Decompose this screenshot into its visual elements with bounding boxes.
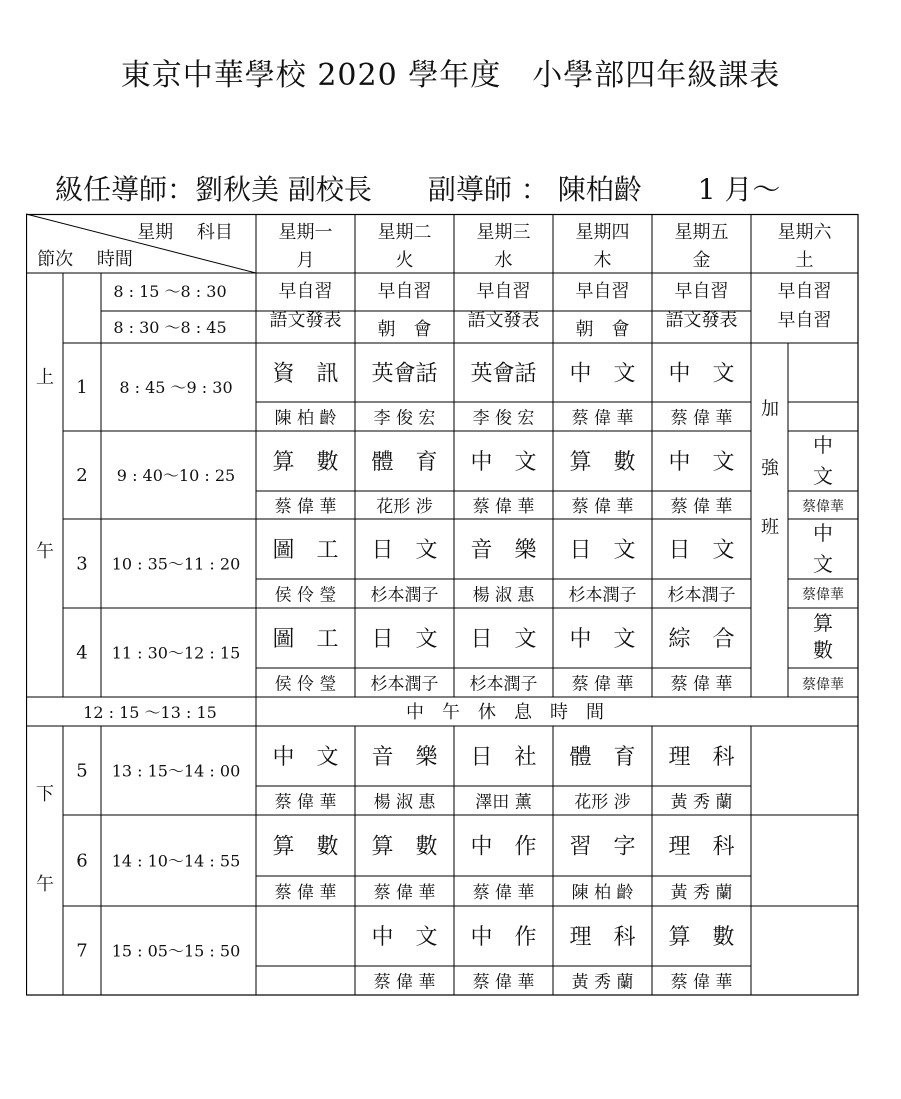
period-time-2: 9 : 40～10 : 25 bbox=[116, 466, 236, 485]
subject-p3-d5: 日 文 bbox=[668, 538, 735, 563]
subject-p1-d1: 資 訊 bbox=[272, 361, 339, 387]
sat-p4-teacher: 蔡偉華 bbox=[802, 677, 844, 693]
teacher-p5-d3: 澤田 薰 bbox=[475, 792, 532, 813]
subject-p2-d3: 中 文 bbox=[470, 450, 537, 475]
subject-p2-d4: 算 數 bbox=[569, 450, 636, 475]
early-time-1: 8 : 15 ～8 : 30 bbox=[113, 282, 227, 301]
subject-p6-d1: 算 數 bbox=[272, 834, 339, 860]
subject-p1-d3: 英會話 bbox=[470, 361, 537, 387]
teacher-p3-d4: 杉本潤子 bbox=[568, 585, 637, 606]
day-header-sub-2: 火 bbox=[395, 250, 414, 271]
teacher-p7-d4: 黃 秀 蘭 bbox=[571, 972, 634, 993]
day-header-sub-1: 月 bbox=[296, 250, 315, 271]
teacher-p2-d1: 蔡 偉 華 bbox=[274, 497, 337, 517]
period-num-7: 7 bbox=[76, 940, 88, 962]
early-cell-top-3: 早自習 bbox=[476, 281, 531, 302]
subject-p3-d3: 音 樂 bbox=[470, 538, 537, 563]
teacher-p1-d4: 蔡 偉 華 bbox=[571, 408, 634, 429]
teacher-p6-d3: 蔡 偉 華 bbox=[472, 883, 535, 903]
day-header-1: 星期一 bbox=[278, 222, 333, 243]
period-time-1: 8 : 45 ～9 : 30 bbox=[119, 378, 233, 397]
teacher-p5-d1: 蔡 偉 華 bbox=[274, 792, 337, 813]
teacher-p6-d2: 蔡 偉 華 bbox=[373, 883, 436, 903]
extra-class-1: 加 bbox=[761, 399, 779, 420]
subject-p5-d5: 理 科 bbox=[668, 745, 735, 770]
day-header-sub-6: 土 bbox=[795, 250, 814, 271]
session-pm-1: 下 bbox=[36, 784, 54, 805]
teacher-p5-d2: 楊 淑 惠 bbox=[373, 792, 436, 813]
subject-p7-d5: 算 數 bbox=[668, 925, 735, 950]
extra-class-3: 班 bbox=[761, 517, 779, 538]
period-num-2: 2 bbox=[76, 465, 88, 486]
subject-p5-d2: 音 樂 bbox=[371, 745, 438, 770]
subject-p4-d5: 綜 合 bbox=[668, 627, 735, 652]
teacher-p1-d2: 李 俊 宏 bbox=[373, 408, 436, 429]
period-time-7: 15 : 05～15 : 50 bbox=[111, 941, 241, 961]
subject-p2-d1: 算 數 bbox=[272, 450, 339, 475]
early-cell-top-1: 早自習 bbox=[278, 281, 333, 302]
early-cell-top-2: 早自習 bbox=[377, 281, 432, 302]
teacher-p2-d3: 蔡 偉 華 bbox=[472, 497, 535, 517]
period-time-3: 10 : 35～11 : 20 bbox=[111, 554, 241, 574]
teacher-p7-d2: 蔡 偉 華 bbox=[373, 972, 436, 993]
early-time-2: 8 : 30 ～8 : 45 bbox=[113, 318, 227, 337]
session-am-1: 上 bbox=[36, 367, 54, 388]
teacher-p1-d3: 李 俊 宏 bbox=[472, 408, 535, 429]
early-cell-bottom-4: 朝 會 bbox=[575, 319, 630, 340]
lunch-time: 12 : 15 ～13 : 15 bbox=[83, 703, 217, 722]
subject-p4-d2: 日 文 bbox=[371, 627, 438, 652]
sat-p4-subject-1: 算 bbox=[813, 611, 833, 635]
subject-p1-d2: 英會話 bbox=[371, 361, 438, 387]
sat-p3-subject-2: 文 bbox=[813, 552, 833, 576]
subject-p4-d4: 中 文 bbox=[569, 627, 636, 652]
teacher-p4-d2: 杉本潤子 bbox=[370, 674, 439, 695]
early-cell-top-4: 早自習 bbox=[575, 281, 630, 302]
teacher-p6-d5: 黃 秀 蘭 bbox=[670, 883, 733, 903]
early-cell-bottom-5: 語文發表 bbox=[665, 310, 738, 331]
sat-p3-subject-1: 中 bbox=[813, 521, 833, 545]
subject-p3-d4: 日 文 bbox=[569, 538, 636, 563]
period-num-1: 1 bbox=[76, 377, 88, 398]
day-header-5: 星期五 bbox=[674, 222, 729, 243]
subject-p5-d3: 日 社 bbox=[470, 745, 537, 770]
teacher-p4-d3: 杉本潤子 bbox=[469, 674, 538, 695]
period-time-5: 13 : 15～14 : 00 bbox=[111, 761, 241, 781]
period-num-6: 6 bbox=[76, 850, 88, 872]
subject-p7-d4: 理 科 bbox=[569, 925, 636, 950]
teacher-p3-d2: 杉本潤子 bbox=[370, 585, 439, 606]
corner-top-label: 星期 科目 bbox=[137, 222, 233, 243]
subject-p7-d2: 中 文 bbox=[371, 925, 438, 950]
period-num-5: 5 bbox=[76, 760, 88, 782]
teacher-p6-d1: 蔡 偉 華 bbox=[274, 883, 337, 903]
day-header-3: 星期三 bbox=[476, 222, 531, 243]
sat-p4-subject-2: 數 bbox=[813, 638, 833, 662]
period-time-6: 14 : 10～14 : 55 bbox=[111, 851, 241, 871]
teacher-p3-d1: 侯 伶 瑩 bbox=[274, 585, 337, 606]
teacher-p3-d5: 杉本潤子 bbox=[667, 585, 736, 606]
sat-p3-teacher: 蔡偉華 bbox=[802, 587, 844, 603]
day-header-2: 星期二 bbox=[377, 222, 432, 243]
day-header-sub-3: 水 bbox=[494, 250, 513, 271]
lunch-label: 中 午 休 息 時 間 bbox=[406, 702, 604, 723]
early-cell-bottom-6: 早自習 bbox=[777, 310, 832, 331]
teacher-p2-d2: 花形 涉 bbox=[376, 497, 433, 517]
period-time-4: 11 : 30～12 : 15 bbox=[111, 643, 241, 663]
subject-p3-d1: 圖 工 bbox=[272, 538, 339, 563]
early-cell-bottom-1: 語文發表 bbox=[269, 310, 342, 331]
subject-p7-d3: 中 作 bbox=[470, 925, 537, 950]
early-cell-bottom-2: 朝 會 bbox=[377, 319, 432, 340]
teacher-p5-d5: 黃 秀 蘭 bbox=[670, 792, 733, 813]
early-cell-top-5: 早自習 bbox=[674, 281, 729, 302]
session-am-2: 午 bbox=[36, 541, 54, 562]
timetable bbox=[26, 213, 859, 996]
teacher-p6-d4: 陳 柏 齡 bbox=[571, 883, 634, 903]
sat-p2-teacher: 蔡偉華 bbox=[802, 499, 844, 515]
early-cell-top-6: 早自習 bbox=[777, 281, 832, 302]
corner-bottom-label: 節次 時間 bbox=[37, 249, 133, 270]
subject-p2-d5: 中 文 bbox=[668, 450, 735, 475]
subject-p6-d4: 習 字 bbox=[569, 834, 636, 860]
teacher-p3-d3: 楊 淑 惠 bbox=[472, 585, 535, 606]
period-num-3: 3 bbox=[76, 553, 88, 575]
teacher-p7-d3: 蔡 偉 華 bbox=[472, 972, 535, 993]
sat-p2-subject-2: 文 bbox=[813, 464, 833, 488]
subject-p6-d5: 理 科 bbox=[668, 834, 735, 860]
document-title: 東京中華學校 2020 學年度 小學部四年級課表 bbox=[120, 58, 781, 93]
day-header-sub-4: 木 bbox=[593, 250, 612, 271]
session-pm-2: 午 bbox=[36, 874, 54, 895]
day-header-4: 星期四 bbox=[575, 222, 630, 243]
subject-p6-d2: 算 數 bbox=[371, 834, 438, 860]
subject-p5-d4: 體 育 bbox=[569, 745, 636, 770]
teacher-p4-d5: 蔡 偉 華 bbox=[670, 674, 733, 695]
teacher-p1-d5: 蔡 偉 華 bbox=[670, 408, 733, 429]
subject-p6-d3: 中 作 bbox=[470, 834, 537, 860]
teacher-p4-d1: 侯 伶 瑩 bbox=[274, 674, 337, 695]
subject-p1-d5: 中 文 bbox=[668, 361, 735, 387]
teacher-p1-d1: 陳 柏 齡 bbox=[274, 408, 337, 429]
extra-class-2: 強 bbox=[761, 458, 779, 479]
subject-p4-d3: 日 文 bbox=[470, 627, 537, 652]
day-header-6: 星期六 bbox=[777, 222, 832, 243]
subject-p2-d2: 體 育 bbox=[371, 450, 438, 475]
subject-p1-d4: 中 文 bbox=[569, 361, 636, 387]
day-header-sub-5: 金 bbox=[692, 250, 711, 271]
teacher-p5-d4: 花形 涉 bbox=[574, 792, 631, 813]
period-num-4: 4 bbox=[76, 642, 88, 664]
sat-p2-subject-1: 中 bbox=[813, 433, 833, 457]
early-cell-bottom-3: 語文發表 bbox=[467, 310, 540, 331]
subject-p3-d2: 日 文 bbox=[371, 538, 438, 563]
teacher-p7-d5: 蔡 偉 華 bbox=[670, 972, 733, 993]
subject-p4-d1: 圖 工 bbox=[272, 627, 339, 652]
teacher-p2-d4: 蔡 偉 華 bbox=[571, 497, 634, 517]
teacher-info: 級任導師：劉秋美 副校長 副導師 ： 陳柏齡 1 月～ bbox=[55, 173, 781, 206]
subject-p5-d1: 中 文 bbox=[272, 745, 339, 770]
teacher-p4-d4: 蔡 偉 華 bbox=[571, 674, 634, 695]
teacher-p2-d5: 蔡 偉 華 bbox=[670, 497, 733, 517]
